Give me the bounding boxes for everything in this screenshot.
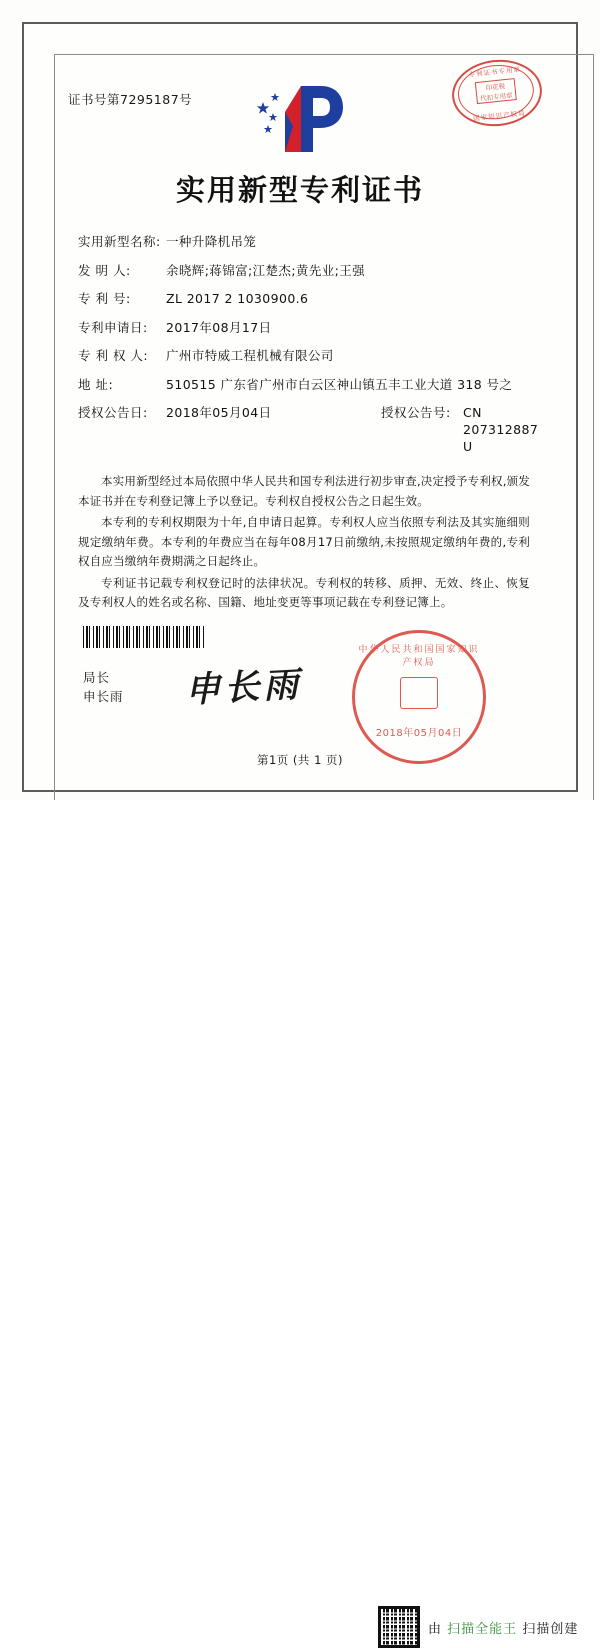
field-value-address: 510515 广东省广州市白云区神山镇五丰工业大道 318 号之	[166, 376, 513, 392]
stamp-inner-line1: 印花税	[485, 82, 506, 93]
national-emblem-icon	[400, 677, 438, 709]
certificate-serial-number: 证书号第7295187号	[68, 92, 193, 107]
stamp-bottom-arc-text: 国家知识产权局	[472, 109, 526, 123]
barcode	[83, 626, 205, 648]
qr-code-icon[interactable]	[378, 1606, 420, 1648]
field-label-utility-model-name: 实用新型名称:	[78, 234, 161, 249]
page-title: 实用新型专利证书	[175, 173, 424, 207]
scanner-watermark	[428, 1618, 578, 1637]
body-paragraph-2: 本专利的专利权期限为十年,自申请日起算。专利权人应当依照专利法及其实施细则规定缴纳年费。本专利的年费应当在每年08月17日前缴纳,未按照规定缴纳年费的,专利权自应当缴纳年费期满之日起终止。	[78, 515, 530, 568]
field-row-address	[78, 376, 538, 393]
field-value-patent-number: ZL 2017 2 1030900.6	[166, 291, 309, 306]
field-row-grant	[78, 404, 538, 455]
certificate-body-text	[78, 472, 530, 615]
page-number: 第1页 (共 1 页)	[256, 753, 344, 767]
footer-bar	[0, 800, 600, 1637]
field-label-grant-number: 授权公告号:	[381, 405, 451, 420]
body-paragraph-3: 专利证书记载专利权登记时的法律状况。专利权的转移、质押、无效、终止、恢复及专利权人的姓名或名称、国籍、地址变更等事项记载在专利登记簿上。	[78, 575, 530, 609]
field-value-patentee: 广州市特威工程机械有限公司	[166, 348, 334, 363]
signature-title-label: 局长	[83, 670, 111, 685]
field-label-address: 地 址:	[78, 376, 114, 392]
handwritten-signature: 申长雨	[184, 663, 304, 712]
watermark-suffix: 扫描创建	[522, 1622, 579, 1637]
field-value-grant-date: 2018年05月04日	[166, 405, 272, 420]
official-round-seal	[352, 630, 486, 764]
certificate-fields	[78, 233, 538, 467]
field-row-patentee	[78, 347, 538, 364]
field-label-inventor: 发 明 人:	[78, 262, 131, 278]
signature-block	[83, 668, 124, 706]
body-paragraph-1: 本实用新型经过本局依照中华人民共和国专利法进行初步审查,决定授予专利权,颁发本证书并在专利登记簿上予以登记。专利权自授权公告之日起生效。	[78, 474, 530, 508]
seal-arc-text: 中华人民共和国国家知识产权局	[358, 645, 480, 668]
watermark-prefix: 由	[428, 1622, 443, 1637]
field-row-patent-number	[78, 290, 538, 307]
field-label-patentee: 专 利 权 人:	[78, 348, 149, 363]
field-value-inventor: 余晓辉;蒋锦富;江楚杰;黄先业;王强	[166, 262, 366, 278]
field-label-grant-date: 授权公告日:	[78, 405, 148, 420]
field-label-application-date: 专利申请日:	[78, 319, 148, 335]
signature-name-label: 申长雨	[83, 689, 124, 704]
patent-office-logo	[255, 82, 351, 160]
field-row-name	[78, 233, 538, 250]
field-label-patent-number: 专 利 号:	[78, 291, 131, 306]
field-value-application-date: 2017年08月17日	[166, 319, 272, 335]
field-row-application-date	[78, 319, 538, 336]
field-value-utility-model-name: 一种升降机吊笼	[166, 234, 257, 249]
stamp-top-arc-text: 专利证书专用章	[468, 65, 522, 79]
watermark-app-name: 扫描全能王	[447, 1622, 518, 1637]
seal-date: 2018年05月04日	[375, 728, 463, 739]
stamp-inner-box	[475, 78, 517, 104]
stamp-inner-line2: 代扣专用章	[479, 91, 514, 103]
field-value-grant-number: CN 207312887 U	[463, 405, 539, 454]
field-row-inventor	[78, 262, 538, 279]
